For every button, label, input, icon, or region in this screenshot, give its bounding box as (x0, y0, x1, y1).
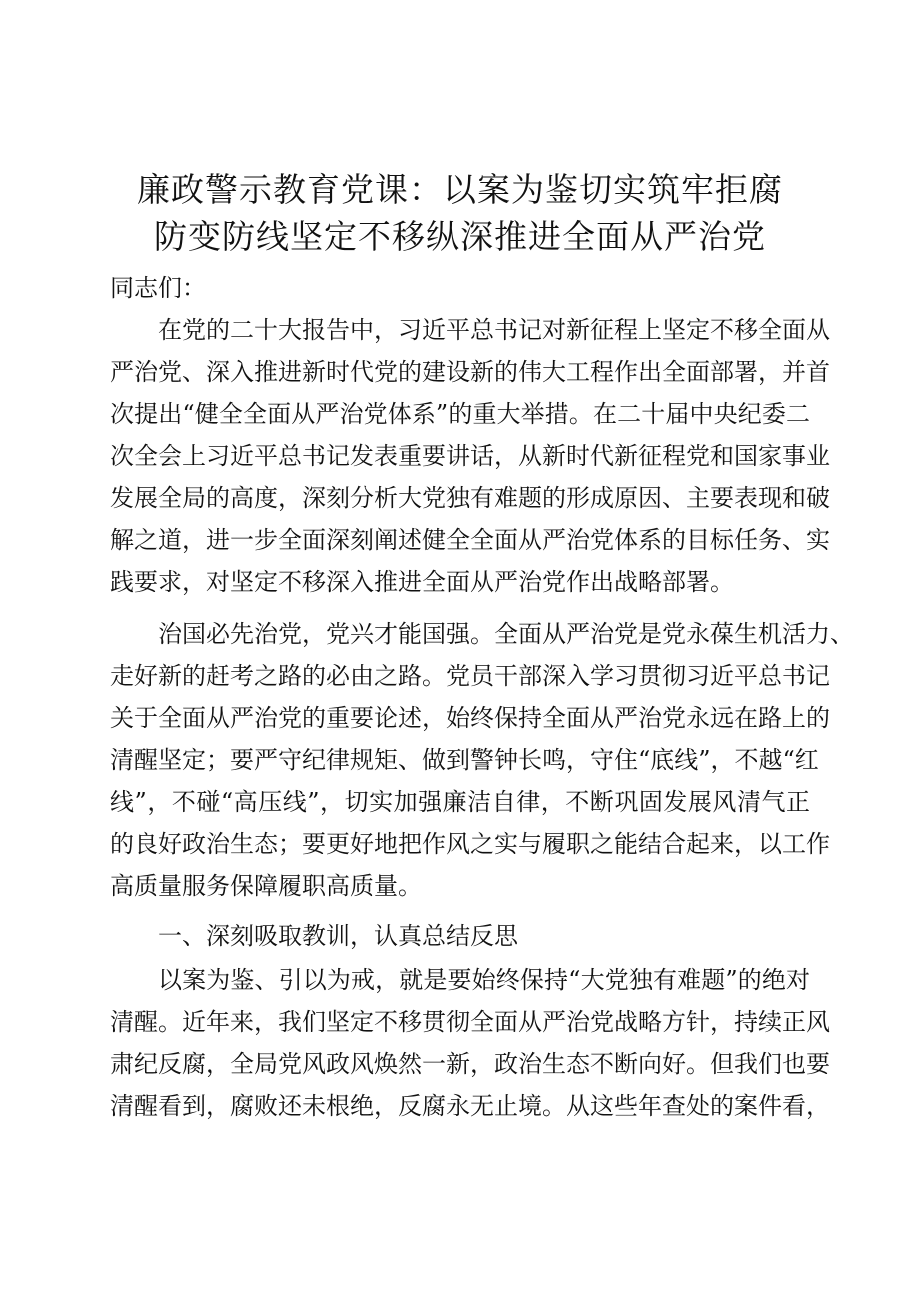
paragraph-3-line: 以案为鉴、引以为戒，就是要始终保持“大党独有难题”的绝对 (158, 966, 810, 994)
paragraph-1-line: 次提出“健全全面从严治党体系”的重大举措。在二十届中央纪委二 (110, 400, 810, 428)
paragraph-1-line: 践要求，对坚定不移深入推进全面从严治党作出战略部署。 (110, 568, 734, 596)
salutation: 同志们： (110, 274, 206, 302)
paragraph-3-line: 清醒。近年来，我们坚定不移贯彻全面从严治党战略方针，持续正风 (110, 1008, 830, 1036)
paragraph-3-line: 清醒看到，腐败还未根绝，反腐永无止境。从这些年查处的案件看， (110, 1092, 830, 1120)
document-title-line-1: 廉政警示教育党课：以案为鉴切实筑牢拒腐 (137, 170, 783, 209)
paragraph-1-line: 发展全局的高度，深刻分析大党独有难题的形成原因、主要表现和破 (110, 484, 830, 512)
paragraph-3-line: 肃纪反腐，全局党风政风焕然一新，政治生态不断向好。但我们也要 (110, 1050, 830, 1078)
paragraph-2-line: 清醒坚定；要严守纪律规矩、做到警钟长鸣，守住“底线”，不越“红 (110, 746, 819, 774)
paragraph-1-line: 严治党、深入推进新时代党的建设新的伟大工程作出全面部署，并首 (110, 358, 830, 386)
paragraph-2-line: 的良好政治生态；要更好地把作风之实与履职之能结合起来，以工作 (110, 830, 830, 858)
paragraph-2-line: 高质量服务保障履职高质量。 (110, 872, 422, 900)
paragraph-2-line: 关于全面从严治党的重要论述，始终保持全面从严治党永远在路上的 (110, 704, 830, 732)
paragraph-1-line: 在党的二十大报告中，习近平总书记对新征程上坚定不移全面从 (158, 316, 830, 344)
paragraph-1-line: 次全会上习近平总书记发表重要讲话，从新时代新征程党和国家事业 (110, 442, 830, 470)
section-heading: 一、深刻吸取教训，认真总结反思 (158, 922, 518, 950)
paragraph-2-line: 走好新的赶考之路的必由之路。党员干部深入学习贯彻习近平总书记 (110, 662, 830, 690)
paragraph-1-line: 解之道，进一步全面深刻阐述健全全面从严治党体系的目标任务、实 (110, 526, 830, 554)
document-title-line-2: 防变防线坚定不移纵深推进全面从严治党 (154, 217, 766, 256)
paragraph-2-line: 线”，不碰“高压线”，切实加强廉洁自律，不断巩固发展风清气正 (110, 788, 810, 816)
paragraph-2-line: 治国必先治党，党兴才能国强。全面从严治党是党永葆生机活力、 (158, 620, 854, 648)
